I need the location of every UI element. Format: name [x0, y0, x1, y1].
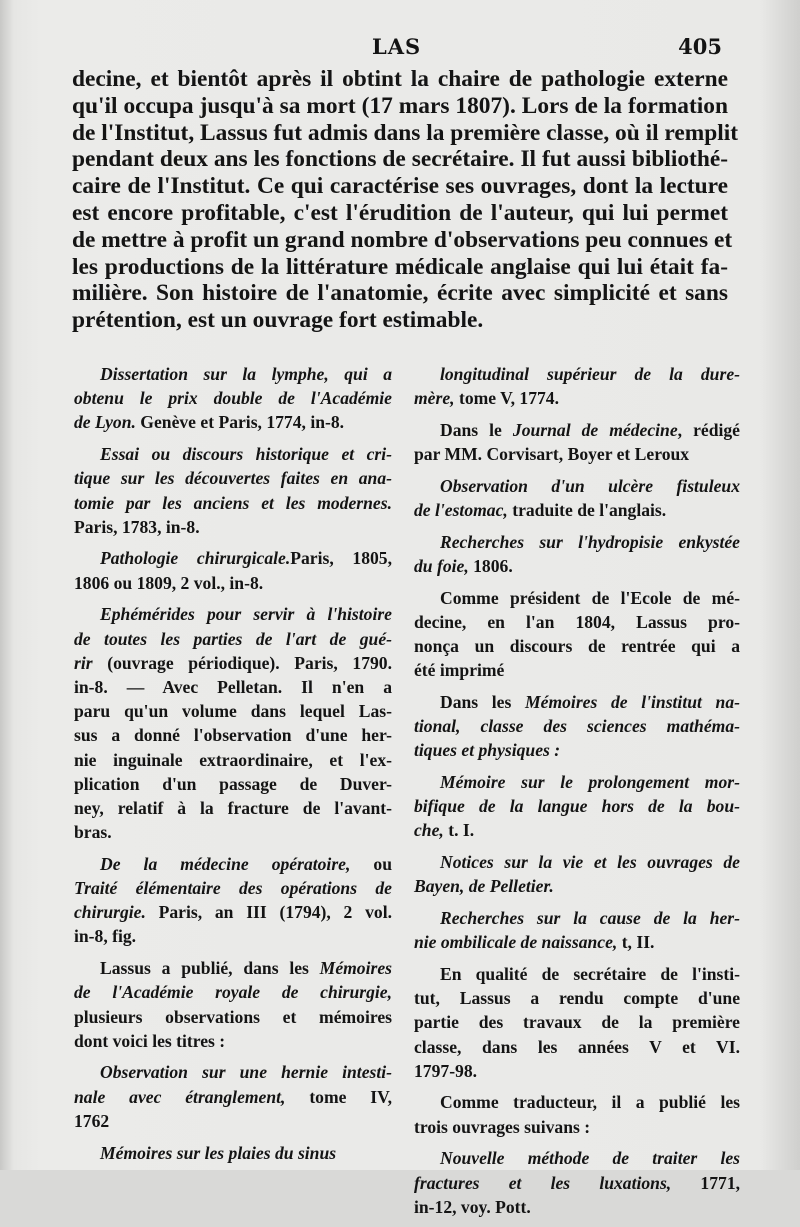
roman-text: ney, relatif à la fracture de l'avant- — [74, 797, 392, 818]
intro-paragraph — [72, 66, 739, 334]
roman-text: Comme traducteur, il a publié les — [440, 1092, 740, 1113]
bibliography-entry — [414, 770, 740, 843]
italic-title-text: De la médecine opératoire, — [100, 853, 351, 874]
italic-title-text: du foie, — [414, 555, 469, 576]
roman-text: Paris, 1783, in-8. — [74, 516, 200, 537]
roman-text: 1771, — [671, 1172, 741, 1193]
roman-text: En qualité de secrétaire de l'insti- — [440, 963, 740, 984]
entry-line — [74, 675, 392, 699]
italic-title-text: Recherches sur l'hydropisie enkystée — [440, 531, 740, 552]
intro-line: decine, et bientôt après il obtint la chaire de pathologie externe — [72, 66, 728, 92]
roman-text: 1762 — [74, 1110, 110, 1131]
roman-text: Lassus a publié, dans les — [100, 958, 320, 979]
entry-line — [414, 874, 740, 898]
italic-title-text: bifique de la langue hors de la bou- — [414, 796, 740, 817]
page-header — [0, 34, 800, 60]
italic-title-text: Mémoires de l'institut na- — [525, 691, 740, 712]
entry-line — [414, 714, 740, 738]
roman-text: 1797-98. — [414, 1060, 478, 1081]
entry-line — [414, 610, 740, 634]
italic-title-text: Journal de médecine — [512, 419, 678, 440]
bibliography-entry — [414, 1146, 740, 1219]
italic-title-text: de l'Académie royale de chirurgie, — [74, 982, 392, 1003]
roman-text: Dans les — [440, 691, 525, 712]
roman-text: t, II. — [617, 932, 655, 953]
entry-line — [414, 850, 740, 874]
italic-title-text: tiques et physiques : — [414, 740, 561, 761]
italic-title-text: Pathologie chirurgicale. — [100, 548, 291, 569]
entry-line — [414, 1035, 740, 1059]
italic-title-text: longitudinal supérieur de la dure- — [440, 364, 740, 384]
bibliography-entry — [74, 1060, 392, 1133]
bibliography-entry — [74, 1141, 392, 1165]
bibliography-entry — [414, 690, 740, 763]
bibliography-entry — [414, 474, 740, 522]
italic-title-text: chirurgie. — [74, 902, 146, 923]
italic-title-text: de Lyon. — [74, 412, 136, 433]
entry-line — [414, 1010, 740, 1034]
entry-line — [74, 748, 392, 772]
roman-text: bras. — [74, 822, 112, 843]
roman-text: sus a donné l'observation d'une her- — [74, 725, 392, 746]
entry-line — [74, 515, 392, 539]
bibliography-entry — [414, 586, 740, 683]
entry-line — [74, 546, 392, 570]
entry-line — [74, 442, 392, 466]
entry-line — [414, 586, 740, 610]
bibliography-columns — [74, 362, 742, 1217]
roman-text: in-12, voy. Pott. — [414, 1196, 531, 1217]
roman-text: trois ouvrages suivans : — [414, 1116, 591, 1137]
roman-text: nonça un discours de rentrée qui a — [414, 636, 740, 657]
bibliography-entry — [74, 362, 392, 435]
entry-line — [414, 658, 740, 682]
running-head: LAS — [372, 34, 422, 59]
entry-line — [414, 930, 740, 954]
roman-text: 1806. — [468, 555, 513, 576]
intro-line: milière. Son histoire de l'anatomie, écrite avec simplicité et sans — [72, 280, 728, 307]
bibliography-entry — [414, 362, 740, 410]
left-column — [74, 362, 392, 1172]
italic-title-text: Mémoires sur les plaies du sinus — [100, 1142, 337, 1163]
italic-title-text: obtenu le prix double de l'Académie — [74, 388, 392, 409]
intro-line: les productions de la littérature médicale anglaise qui lui était fa- — [72, 253, 728, 280]
entry-line — [414, 818, 740, 842]
entry-line — [414, 1059, 740, 1083]
bibliography-entry — [414, 906, 740, 954]
entry-line — [414, 1171, 740, 1195]
roman-text: Dans le — [440, 419, 513, 440]
bibliography-entry — [414, 530, 740, 578]
italic-title-text: nie ombilicale de naissance, — [414, 932, 618, 953]
roman-text: partie des travaux de la première — [414, 1012, 740, 1033]
entry-line — [414, 690, 740, 714]
entry-line — [74, 852, 392, 876]
entry-line — [74, 1060, 392, 1084]
roman-text: nie inguinale extraordinaire, et l'ex- — [74, 749, 392, 770]
entry-line — [74, 900, 392, 924]
entry-line — [74, 924, 392, 948]
entry-line — [414, 1146, 740, 1170]
roman-text: tut, Lassus a rendu compte d'une — [414, 988, 740, 1009]
entry-line — [74, 466, 392, 490]
italic-title-text: Traité élémentaire des opérations de — [74, 878, 392, 899]
intro-line: qu'il occupa jusqu'à sa mort (17 mars 1807). Lors de la formation — [72, 92, 728, 119]
entry-line — [414, 962, 740, 986]
italic-title-text: de l'estomac, — [414, 500, 508, 521]
roman-text: in-8, fig. — [74, 926, 137, 947]
italic-title-text: de toutes les parties de l'art de gué- — [74, 628, 392, 649]
page-number: 405 — [678, 34, 722, 59]
entry-line — [74, 820, 392, 844]
italic-title-text: mère, — [414, 388, 455, 409]
intro-line: de l'Institut, Lassus fut admis dans la première classe, où il remplit — [72, 119, 739, 146]
entry-line — [414, 986, 740, 1010]
intro-line: pendant deux ans les fonctions de secrétaire. Il fut aussi bibliothé- — [72, 146, 728, 173]
entry-line — [74, 1141, 392, 1165]
entry-line — [414, 906, 740, 930]
entry-line — [74, 627, 392, 651]
italic-title-text: fractures et les luxations, — [414, 1172, 672, 1193]
bibliography-entry — [414, 1090, 740, 1138]
italic-title-text: Recherches sur la cause de la her- — [440, 908, 740, 929]
italic-title-text: Mémoires — [319, 958, 392, 979]
bibliography-entry — [414, 418, 740, 466]
italic-title-text: nale avec étranglement, — [74, 1086, 286, 1107]
entry-line — [74, 699, 392, 723]
entry-line — [74, 956, 392, 980]
entry-line — [414, 770, 740, 794]
roman-text: ou — [350, 853, 392, 874]
italic-title-text: Ephémérides pour servir à l'histoire — [100, 604, 392, 625]
entry-line — [414, 498, 740, 522]
roman-text: t. I. — [443, 820, 475, 841]
intro-line: caire de l'Institut. Ce qui caractérise ses ouvrages, dont la lecture — [72, 173, 728, 200]
entry-line — [414, 386, 740, 410]
italic-title-text: che, — [414, 820, 444, 841]
entry-line — [74, 796, 392, 820]
entry-line — [414, 1090, 740, 1114]
entry-line — [74, 602, 392, 626]
entry-line — [74, 362, 392, 386]
roman-text: été imprimé — [414, 660, 505, 681]
roman-text: 1806 ou 1809, 2 vol., in-8. — [74, 572, 264, 593]
roman-text: decine, en l'an 1804, Lassus pro- — [414, 611, 740, 632]
italic-title-text: Bayen, de Pelletier. — [414, 876, 554, 897]
intro-line: prétention, est un ouvrage fort estimable. — [72, 307, 484, 334]
entry-line — [414, 738, 740, 762]
italic-title-text: tique sur les découvertes faites en ana- — [74, 468, 392, 489]
bibliography-entry — [414, 962, 740, 1083]
entry-line — [74, 1005, 392, 1029]
italic-title-text: Observation d'un ulcère fistuleux — [440, 475, 740, 496]
roman-text: plication d'un passage de Duver- — [74, 773, 392, 794]
entry-line — [414, 530, 740, 554]
entry-line — [74, 651, 392, 675]
entry-line — [74, 1029, 392, 1053]
italic-title-text: Nouvelle méthode de traiter les — [440, 1148, 740, 1169]
italic-title-text: rir — [74, 652, 93, 673]
roman-text: in-8. — Avec Pelletan. Il n'en a — [74, 676, 392, 697]
roman-text: traduite de l'anglais. — [507, 500, 667, 521]
roman-text: Paris, 1805, — [290, 548, 392, 569]
entry-line — [414, 418, 740, 442]
entry-line — [414, 1115, 740, 1139]
entry-line — [74, 1109, 392, 1133]
entry-line — [414, 634, 740, 658]
roman-text: classe, dans les années V et VI. — [414, 1036, 740, 1057]
entry-line — [74, 876, 392, 900]
bibliography-entry — [74, 546, 392, 594]
roman-text: Genève et Paris, 1774, in-8. — [135, 412, 345, 433]
intro-line: de mettre à profit un grand nombre d'observations peu connues et — [72, 226, 733, 253]
italic-title-text: Observation sur une hernie intesti- — [100, 1062, 392, 1083]
right-column — [414, 362, 740, 1227]
bibliography-entry — [414, 850, 740, 898]
entry-line — [414, 362, 740, 386]
entry-line — [414, 442, 740, 466]
entry-line — [414, 554, 740, 578]
roman-text: dont voici les titres : — [74, 1030, 226, 1051]
roman-text: (ouvrage périodique). Paris, 1790. — [92, 652, 392, 673]
intro-line: est encore profitable, c'est l'érudition de l'auteur, qui lui permet — [72, 199, 728, 226]
roman-text: , rédigé — [677, 419, 740, 440]
roman-text: tome V, 1774. — [454, 388, 559, 409]
italic-title-text: Essai ou discours historique et cri- — [100, 444, 392, 465]
bibliography-entry — [74, 956, 392, 1053]
roman-text: paru qu'un volume dans lequel Las- — [74, 701, 392, 722]
italic-title-text: Dissertation sur la lymphe, qui a — [100, 364, 392, 384]
bibliography-entry — [74, 442, 392, 539]
entry-line — [74, 571, 392, 595]
entry-line — [74, 386, 392, 410]
roman-text: plusieurs observations et mémoires — [74, 1006, 392, 1027]
bibliography-entry — [74, 602, 392, 844]
entry-line — [74, 410, 392, 434]
entry-line — [74, 772, 392, 796]
roman-text: Paris, an III (1794), 2 vol. — [145, 902, 392, 923]
roman-text: tome IV, — [285, 1086, 392, 1107]
italic-title-text: Notices sur la vie et les ouvrages de — [440, 852, 740, 873]
entry-line — [414, 1195, 740, 1219]
italic-title-text: tomie par les anciens et les modernes. — [74, 492, 392, 513]
bibliography-entry — [74, 852, 392, 949]
entry-line — [414, 794, 740, 818]
entry-line — [414, 474, 740, 498]
entry-line — [74, 980, 392, 1004]
roman-text: Comme président de l'Ecole de mé- — [440, 587, 740, 608]
italic-title-text: tional, classe des sciences mathéma- — [414, 716, 740, 737]
entry-line — [74, 723, 392, 747]
entry-line — [74, 1085, 392, 1109]
italic-title-text: Mémoire sur le prolongement mor- — [440, 772, 740, 793]
roman-text: par MM. Corvisart, Boyer et Leroux — [414, 444, 690, 465]
entry-line — [74, 491, 392, 515]
